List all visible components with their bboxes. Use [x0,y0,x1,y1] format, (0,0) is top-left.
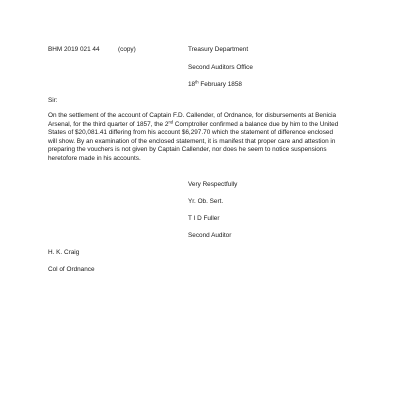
body-line-6: heretofore made in his accounts. [48,154,141,162]
copy-note: (copy) [118,46,136,53]
letter-body [48,112,363,164]
reference-number: BHM 2019 021 44 [48,46,100,53]
body-line-5: preparing the vouchers is not given by Captain Callender, nor does he seem to notice suspensions [48,146,327,154]
salutation: Sir: [48,97,58,104]
valediction: Very Respectfully [188,181,238,188]
addressee-name: H. K. Craig [48,249,80,256]
body-line-2 [48,121,363,130]
date-month-year: February 1858 [198,81,242,88]
body-line-3: States of $20,081.41 differing from his account $6,297.70 which the statement of difference enclosed [48,129,334,137]
signer-title: Second Auditor [188,232,232,239]
department-name: Treasury Department [188,46,249,53]
letter-date [188,81,242,89]
servant-line: Yr. Ob. Sert. [188,198,224,205]
ordinal-suffix: nd [168,119,174,125]
body-line-1: On the settlement of the account of Captain F.D. Callender, of Ordnance, for disbursements at Benicia [48,112,337,119]
body-line-4: will show. By an examination of the enclosed statement, it is manifest that proper care and attestion in [48,137,336,145]
body-line-2-end: Comptroller confirmed a balance due by him to the United [173,120,339,128]
date-day: 18 [188,81,196,88]
office-name: Second Auditors Office [188,64,253,71]
signer-name: T I D Fuller [188,215,220,222]
addressee-title: Col of Ordnance [48,266,95,273]
body-line-2-start: Arsenal, for the third quarter of 1857, the 2 [48,120,169,128]
date-suffix: th [195,79,199,85]
